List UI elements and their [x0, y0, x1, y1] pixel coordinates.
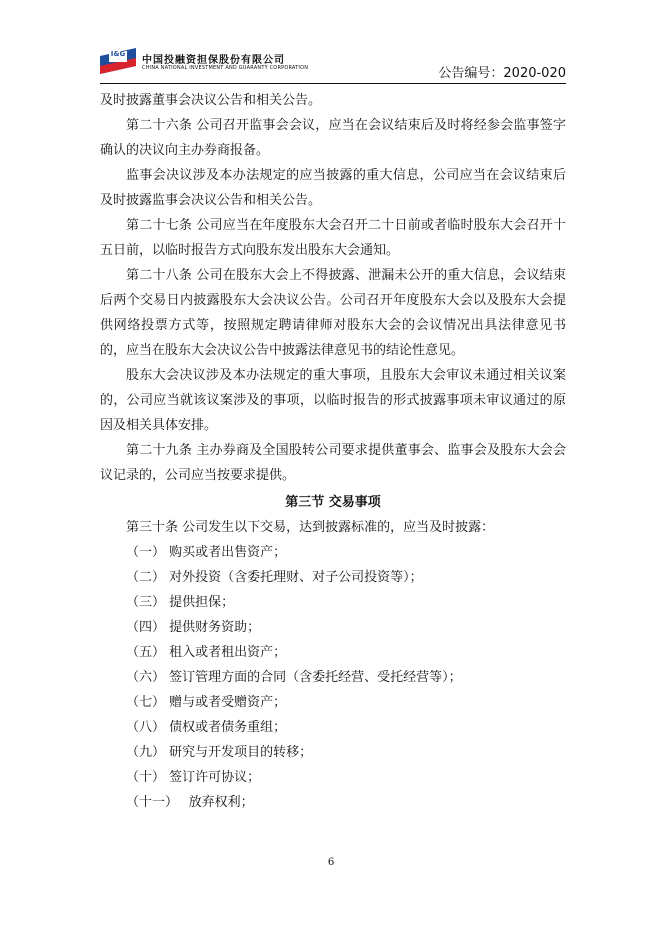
company-logo-icon	[100, 48, 136, 74]
section-title: 第三节 交易事项	[285, 495, 381, 510]
list-item: （一） 购买或者出售资产；	[126, 545, 287, 560]
logo-text: I&G	[110, 50, 126, 58]
article-29: 第二十九条 主办券商及全国股转公司要求提供董事会、监事会及股东大会会议记录的，公司应当按要求提供。	[100, 443, 566, 483]
article-26: 第二十六条 公司召开监事会会议，应当在会议结束后及时将经参会监事签字确认的决议向主办券商报备。	[100, 118, 566, 158]
page-header	[100, 48, 566, 82]
page-number: 6	[327, 857, 335, 868]
header-divider	[100, 83, 566, 84]
list-item: （六） 签订管理方面的合同（含委托经营、受托经营等）；	[126, 670, 462, 685]
list-item: （八） 债权或者债务重组；	[126, 720, 287, 735]
company-name-en: CHINA NATIONAL INVESTMENT AND GUARANTY CORPORATION	[142, 65, 309, 71]
paragraph: 监事会决议涉及本办法规定的应当披露的重大信息，公司应当在会议结束后及时披露监事会决议公告和相关公告。	[100, 168, 566, 208]
document-body	[100, 88, 566, 815]
list-item: （五） 租入或者租出资产；	[126, 645, 287, 660]
company-name-cn: 中国投融资担保股份有限公司	[142, 55, 285, 66]
list-item: （七） 赠与或者受赠资产；	[126, 695, 287, 710]
list-item: （二） 对外投资（含委托理财、对子公司投资等）；	[126, 570, 423, 585]
list-item: （三） 提供担保；	[126, 595, 235, 610]
article-28: 第二十八条 公司在股东大会上不得披露、泄漏未公开的重大信息，会议结束后两个交易日内披露股东大会决议公告。公司召开年度股东大会以及股东大会提供网络投票方式等，按照规定聘请律师对股东大会的会议情况出具法律意见书的，应当在股东大会决议公告中披露法律意见书的结论性意见。	[100, 268, 566, 358]
paragraph: 股东大会决议涉及本办法规定的重大事项，且股东大会审议未通过相关议案的，公司应当就该议案涉及的事项，以临时报告的形式披露事项未审议通过的原因及相关具体安排。	[100, 368, 566, 433]
paragraph: 及时披露董事会决议公告和相关公告。	[100, 93, 322, 108]
list-item: （四） 提供财务资助；	[126, 620, 261, 635]
list-item: （九） 研究与开发项目的转移；	[126, 745, 313, 760]
notice-number: 公告编号：2020-020	[438, 66, 566, 81]
article-27: 第二十七条 公司应当在年度股东大会召开二十日前或者临时股东大会召开十五日前，以临时报告方式向股东发出股东大会通知。	[100, 218, 566, 258]
list-item: （十） 签订许可协议；	[126, 770, 261, 785]
list-item: （十一） 放弃权利；	[126, 795, 254, 810]
article-30: 第三十条 公司发生以下交易，达到披露标准的，应当及时披露：	[126, 520, 495, 535]
